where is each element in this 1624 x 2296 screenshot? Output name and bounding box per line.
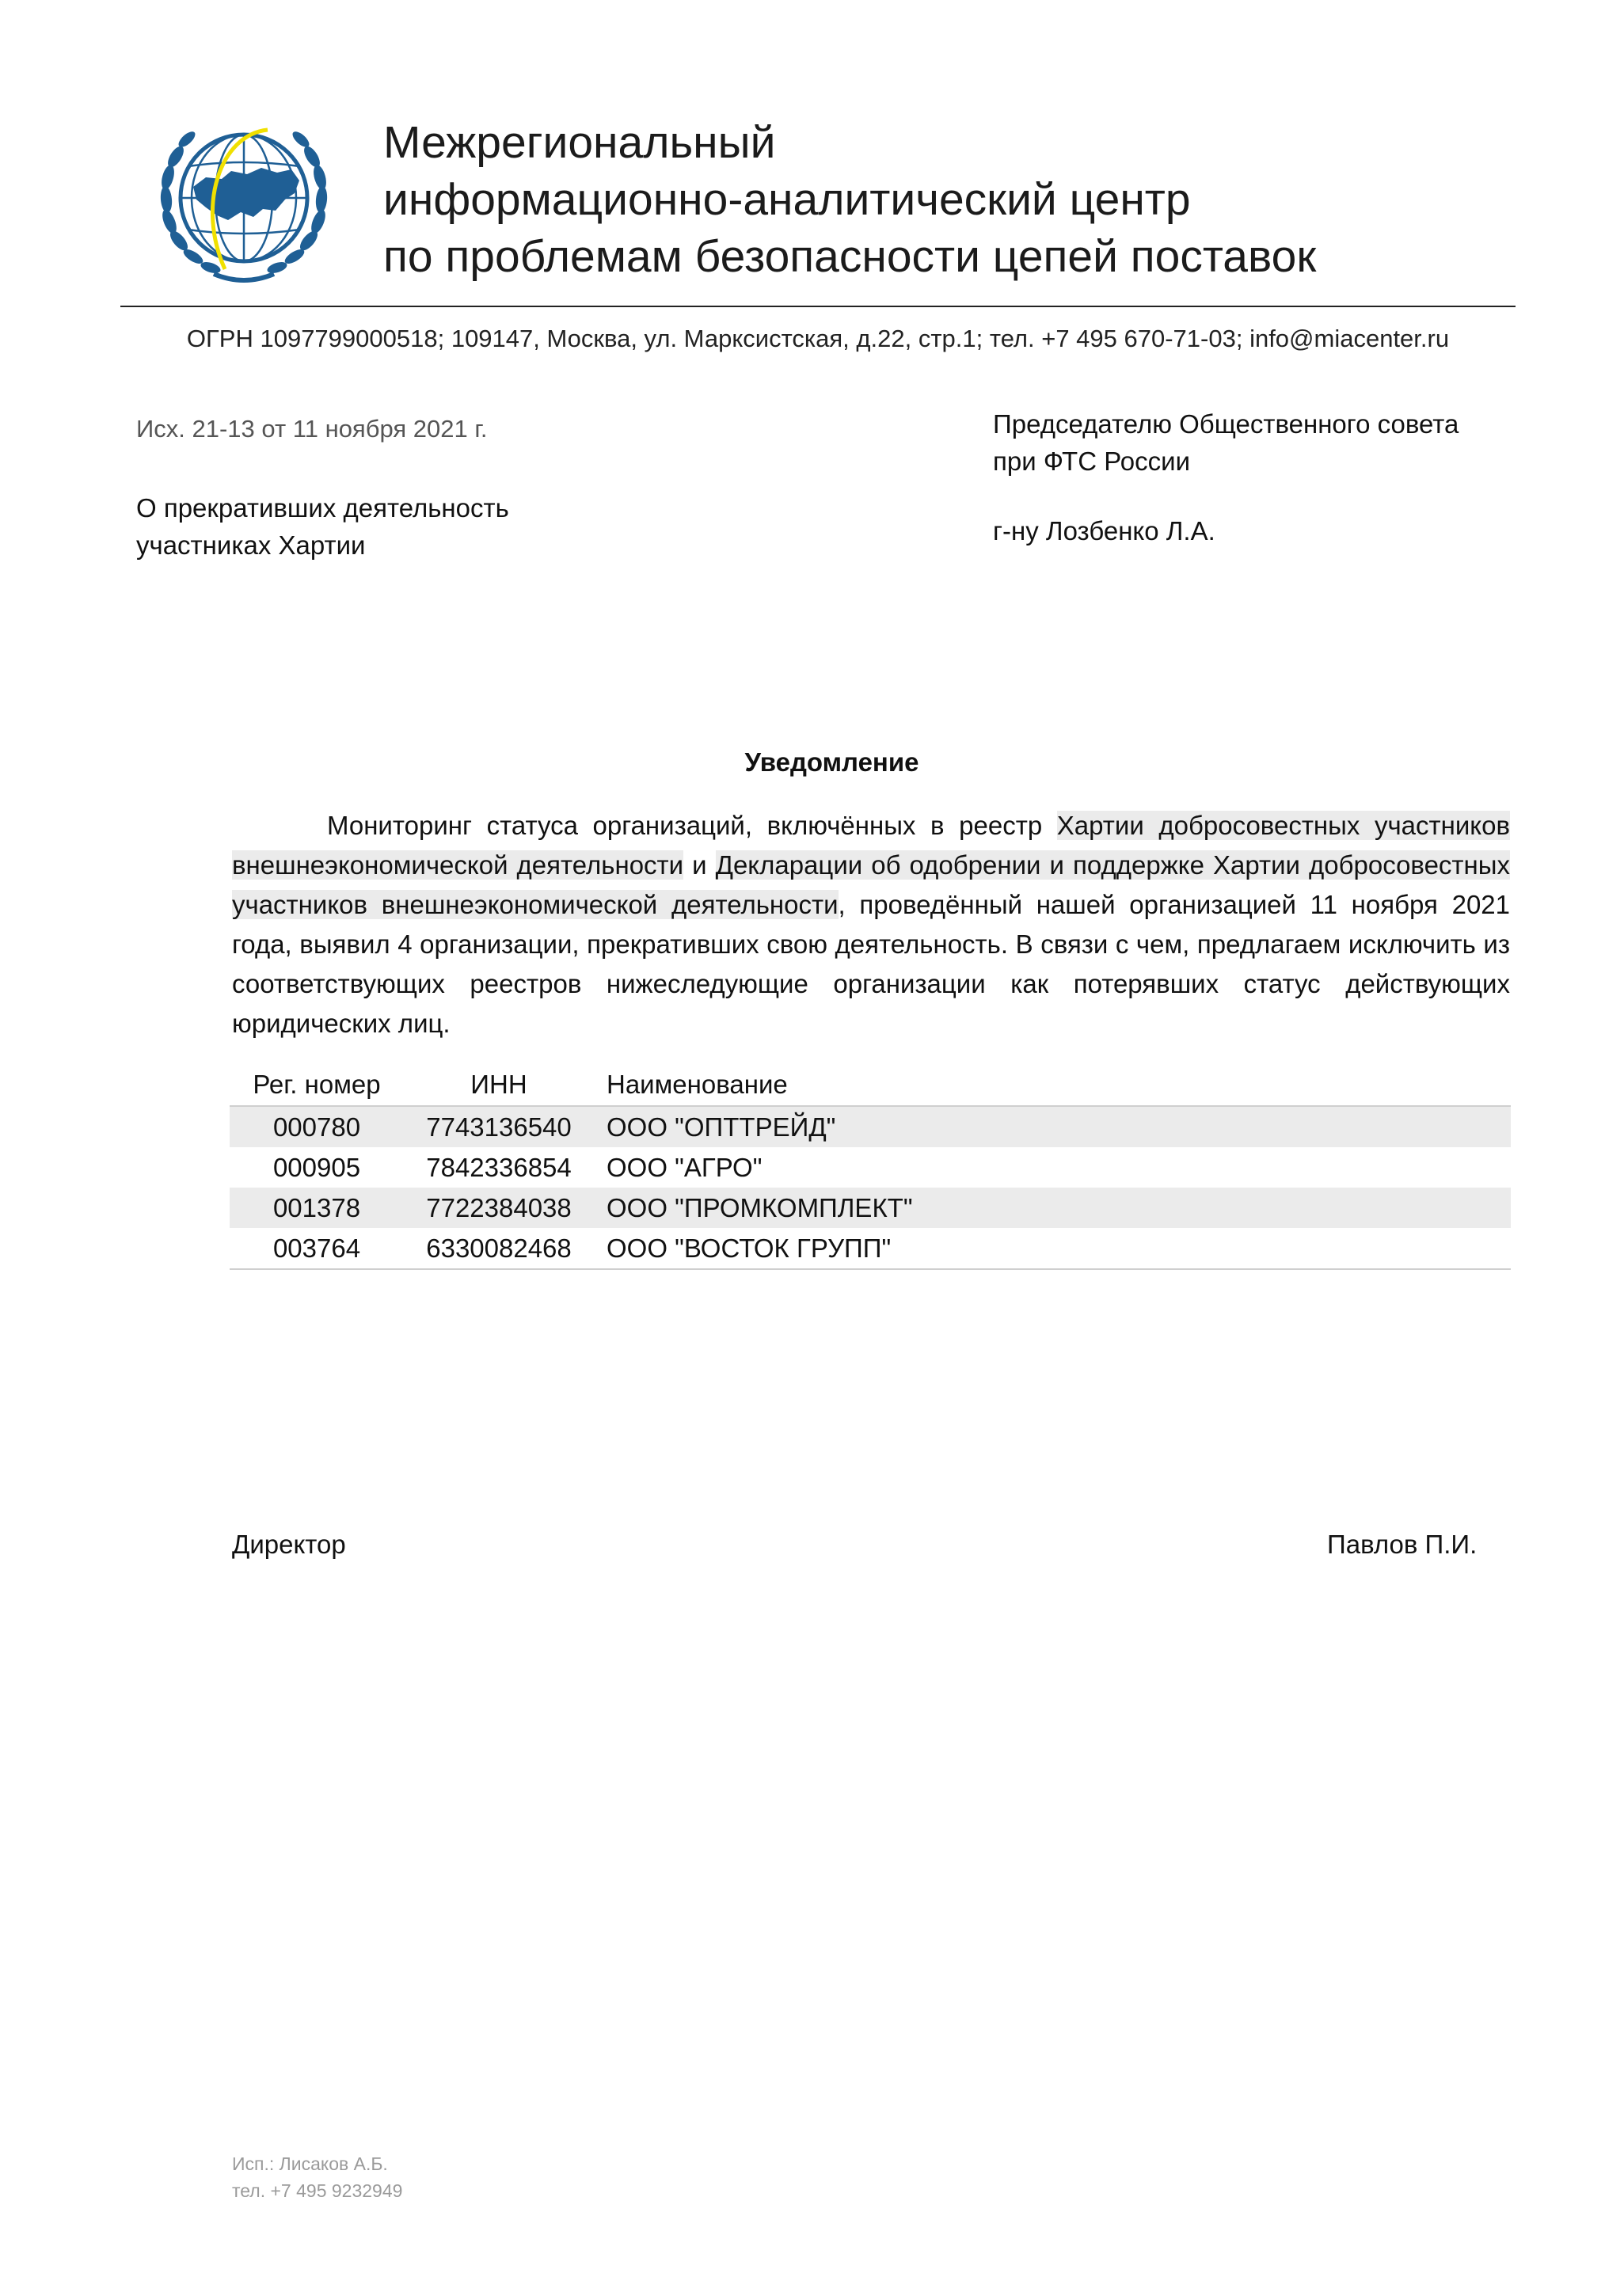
org-name-line-3: по проблемам безопасности цепей поставок: [383, 231, 1317, 282]
header-divider: [120, 306, 1516, 307]
cell-inn: 7722384038: [404, 1188, 594, 1228]
cell-name: ООО "АГРО": [607, 1152, 763, 1182]
body-text-end: , проведённый нашей организацией 11 ноября 2021 года, выявил 4 организации, прекративших свою деятельность. В связи с чем, предлагаем исключить из соответствующих реестров нижеследующие организации как потерявших статус действующих юридических лиц.: [232, 890, 1510, 1038]
table-row: [230, 1147, 1511, 1188]
globe-laurel-logo-icon: [149, 111, 339, 287]
table-row: [230, 1188, 1511, 1228]
cell-reg-number: 000905: [272, 1152, 361, 1182]
addressee-line-2: при ФТС России: [993, 447, 1190, 476]
table-row: [230, 1228, 1511, 1269]
charter-reference: Хартии добросовестных участников внешнеэкономической деятельности: [232, 811, 1510, 880]
cell-name: ООО "ВОСТОК ГРУПП": [594, 1228, 1511, 1269]
cell-reg-number: 000780: [230, 1106, 404, 1147]
header-name: Наименование: [594, 1064, 1511, 1106]
letter-subject: [136, 489, 509, 564]
outgoing-reference: Исх. 21-13 от 11 ноября 2021 г.: [136, 415, 488, 443]
signatory-position: Директор: [232, 1530, 346, 1559]
addressee-line-1: Председателю Общественного совета: [993, 409, 1459, 439]
signatory-name: Павлов П.И.: [1327, 1530, 1478, 1559]
body-text-start: Мониторинг статуса организаций, включённых в реестр: [327, 811, 1057, 840]
notice-body: [232, 806, 1510, 1043]
org-name-line-1: Межрегиональный: [383, 117, 776, 168]
declaration-reference: Декларации об одобрении и поддержке Хартии добросовестных участников внешнеэкономической деятельности: [232, 850, 1510, 919]
header-inn: ИНН: [404, 1064, 594, 1106]
body-text-conjunction: и: [683, 850, 716, 880]
executor-name: Исп.: Лисаков А.Б.: [232, 2153, 388, 2174]
subject-line-2: участниках Хартии: [136, 530, 366, 560]
cell-inn: 7842336854: [426, 1152, 572, 1182]
contact-line: ОГРН 1097799000518; 109147, Москва, ул. Марксистская, д.22, стр.1; тел. +7 495 670-71-03; info@miacenter.ru: [186, 325, 1450, 352]
notice-title: Уведомление: [744, 747, 919, 777]
organization-name: [383, 114, 1316, 285]
executor-phone: тел. +7 495 9232949: [232, 2180, 403, 2201]
organizations-table: [230, 1064, 1511, 1270]
cell-inn: 6330082468: [404, 1228, 594, 1269]
executor-info: [232, 2150, 402, 2204]
table-row: [230, 1106, 1511, 1147]
cell-inn: 7743136540: [404, 1106, 594, 1147]
addressee-name: г-ну Лозбенко Л.А.: [993, 516, 1215, 545]
cell-name: ООО "ОПТТРЕЙД": [594, 1106, 1511, 1147]
header-reg-number: Рег. номер: [230, 1064, 404, 1106]
cell-reg-number: 003764: [230, 1228, 404, 1269]
table-header-row: [230, 1064, 1511, 1106]
addressee-block: [993, 405, 1459, 480]
cell-reg-number: 001378: [230, 1188, 404, 1228]
cell-name: ООО "ПРОМКОМПЛЕКТ": [594, 1188, 1511, 1228]
org-name-line-2: информационно-аналитический центр: [383, 174, 1191, 225]
subject-line-1: О прекративших деятельность: [136, 493, 509, 523]
